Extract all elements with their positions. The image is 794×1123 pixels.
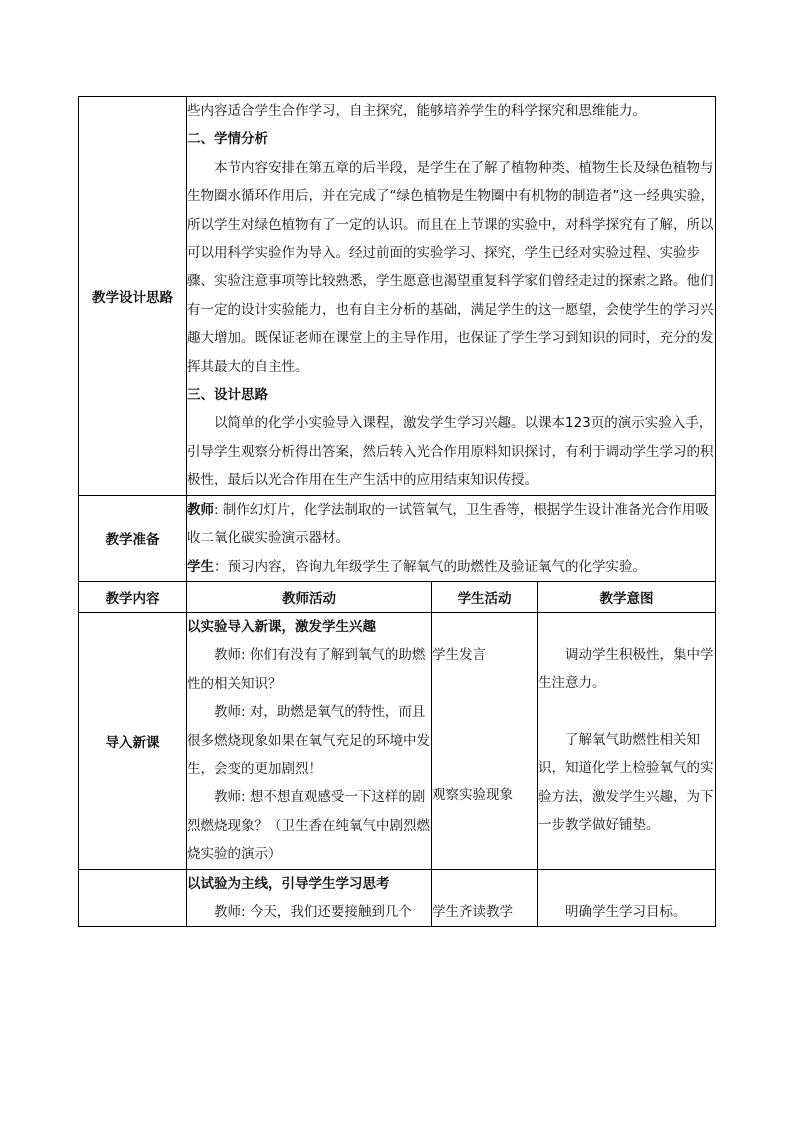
- next-teacher-line: 教师: 今天，我们还要接触到几个: [214, 903, 412, 920]
- next-intent-text: 明确学生学习目标。: [565, 903, 687, 920]
- intro-teacher-line-2: 教师: 对，助燃是氧气的特性，而且很多燃烧现象如果在氧气充足的环境中发生，会变的更加剧烈！: [187, 704, 430, 777]
- intro-teacher-line-3: 教师: 想不想直观感受一下这样的剧烈燃烧现象？（卫生香在纯氧气中剧烈燃烧实验的演示）: [187, 789, 430, 863]
- intro-intent-1: 调动学生积极性，集中学生注意力。: [538, 646, 714, 692]
- next-row: [79, 869, 716, 927]
- design-paragraph-continued: 些内容适合学生合作学习，自主探究，能够培养学生的科学探究和思维能力。: [187, 103, 646, 119]
- prep-label: 教学准备: [79, 495, 187, 581]
- lesson-plan-table: [78, 96, 716, 927]
- next-intent: [538, 869, 716, 927]
- design-paragraph: 以简单的化学小实验导入课程，激发学生学习兴趣。以课本123页的演示实验入手，引导学生观察分析得出答案，然后转入光合作用原料知识探讨，有利于调动学生学习的积极性，最后以光合作用在生产生活中的应用结束知识传授。: [187, 415, 714, 489]
- intro-intent-2: 了解氧气助燃性相关知识，知道化学上检验氧气的实验方法，激发学生兴趣，为下一步教学做好铺垫。: [538, 731, 714, 833]
- next-teacher-activity: [187, 869, 432, 927]
- header-intent: 教学意图: [538, 581, 716, 612]
- intro-intent: [538, 612, 716, 869]
- prep-student-label: 学生: [187, 558, 214, 575]
- section-heading-analysis: 二、学情分析: [187, 131, 268, 148]
- intro-title: 以实验导入新课，激发学生兴趣: [187, 618, 376, 635]
- header-content: 教学内容: [79, 581, 187, 612]
- intro-teacher-line-1: 教师: 你们有没有了解到氧气的助燃性的相关知识？: [187, 647, 426, 692]
- header-student-activity: 学生活动: [432, 581, 538, 612]
- analysis-paragraph: 本节内容安排在第五章的后半段，是学生在了解了植物种类、植物生长及绿色植物与生物圈水循环作用后，并在完成了“绿色植物是生物圈中有机物的制造者”这一经典实验，所以学生对绿色植物有了一定的认识。而且在上节课的实验中，对科学探究有了解，所以可以用科学实验作为导入。经过前面的实验学习、探究，学生已经对实验过程、实验步骤、实验注意事项等比较熟悉，学生愿意也渴望重复科学家们曾经走过的探索之路。他们有一定的设计实验能力，也有自主分析的基础，满足学生的这一愿望，会使学生的学习兴趣大增加。既保证老师在课堂上的主导作用，也保证了学生学习到知识的同时，充分的发挥其最大的自主性。: [187, 159, 714, 375]
- prep-row: [79, 495, 716, 581]
- next-label-empty: [79, 869, 187, 927]
- prep-teacher: [187, 496, 715, 553]
- intro-row: [79, 612, 716, 869]
- prep-student: [187, 553, 715, 581]
- next-title: 以试验为主线，引导学生学习思考: [187, 875, 390, 892]
- intro-teacher-activity: [187, 612, 432, 869]
- prep-teacher-text: : 制作幻灯片，化学法制取的一试管氧气，卫生香等，根据学生设计准备光合作用吸收二氧化碳实验演示器材。: [187, 501, 709, 547]
- design-row: [79, 97, 716, 496]
- intro-label: 导入新课: [79, 612, 187, 869]
- intro-student-1: 学生发言: [432, 646, 486, 663]
- header-teacher-activity: 教师活动: [187, 581, 432, 612]
- next-student: 学生齐读教学: [432, 903, 513, 920]
- prep-content: [187, 495, 716, 581]
- prep-student-text: ：预习内容，咨询九年级学生了解氧气的助燃性及验证氧气的化学实验。: [214, 558, 646, 575]
- intro-student-2: 观察实验现象: [432, 787, 513, 804]
- design-content: [187, 97, 716, 496]
- prep-teacher-label: 教师: [187, 501, 214, 518]
- column-header-row: [79, 581, 716, 612]
- section-heading-design: 三、设计思路: [187, 387, 268, 404]
- next-student-activity: [432, 869, 538, 927]
- design-label: 教学设计思路: [79, 97, 187, 496]
- intro-student-activity: [432, 612, 538, 869]
